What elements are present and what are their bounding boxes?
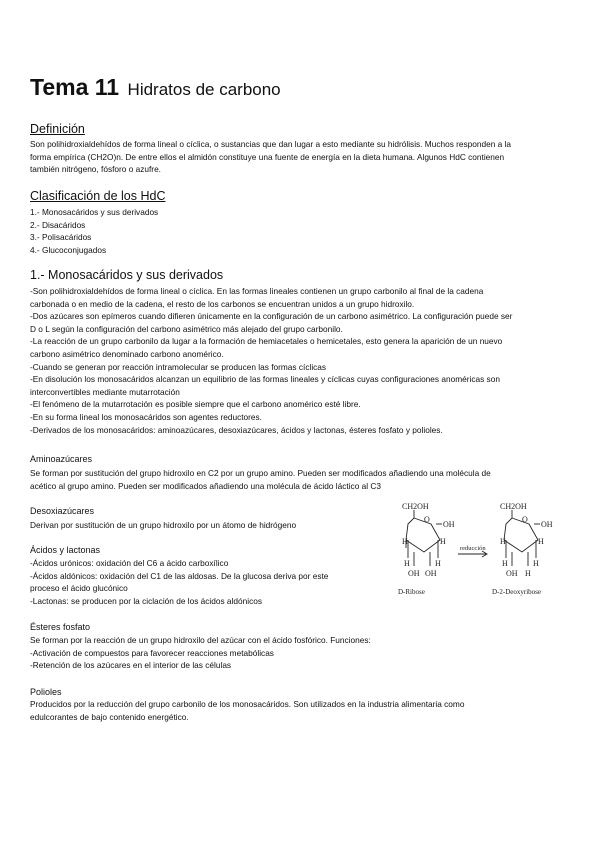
list-item: 3.- Polisacáridos	[30, 232, 92, 243]
aminoazucares-paragraph	[30, 467, 491, 492]
right-h-label-4: H	[533, 559, 539, 568]
text-line: -Derivados de los monosacáridos: aminoazúcares, desoxiazúcares, ácidos y lactonas, ésteres fosfato y polioles.	[30, 424, 443, 435]
left-h-label-3: H	[404, 559, 410, 568]
right-h-label-2: H	[538, 537, 544, 546]
left-oh-label-2: OH	[408, 569, 420, 578]
right-h-label: H	[500, 537, 506, 546]
text-line: -Dos azúcares son epímeros cuando difieren únicamente en la configuración de un carbono asimétrico. La configuración puede ser	[30, 311, 513, 322]
monosacaridos-paragraph	[30, 285, 512, 436]
text-line: carbonada o en medio de la cadena, el resto de los carbonos se encuentran unidos a un grupo hidroxilo.	[30, 298, 415, 309]
right-oh-label-2: OH	[506, 569, 518, 578]
polioles-heading: Polioles	[30, 687, 62, 697]
definicion-paragraph	[30, 138, 511, 176]
left-h-label-4: H	[435, 559, 441, 568]
text-line: Son polihidroxialdehídos de forma lineal o cíclica, o sustancias que dan lugar a esto mediante su hidrólisis. Muchos responden a la	[30, 139, 512, 149]
text-line: Derivan por sustitución de un grupo hidroxilo por un átomo de hidrógeno	[30, 520, 297, 530]
page-title	[30, 74, 281, 101]
left-ring-oxygen: O	[424, 515, 430, 524]
text-line: -En su forma lineal los monosacáridos son agentes reductores.	[30, 411, 262, 422]
clasificacion-heading: Clasificación de los HdC	[30, 189, 166, 203]
text-line: -Son polihidroxialdehídos de forma lineal o cíclica. En las formas lineales contienen un grupo carbonilo al final de la cadena	[30, 286, 484, 296]
acidos-paragraph	[30, 557, 328, 607]
right-h-label-5: H	[525, 569, 531, 578]
text-line: -Activación de compuestos para favorecer reacciones metabólicas	[30, 647, 274, 658]
text-line: D o L según la configuración del carbono asimétrico más alejado del grupo carbonilo.	[30, 323, 343, 334]
text-line: -La reacción de un grupo carbonilo da lugar a la formación de hemiacetales o hemicetales, esto genera la aparición de un nuevo	[30, 336, 503, 347]
text-line: Producidos por la reducción del grupo carbonilo de los monosacáridos. Son utilizados en la industria alimentaria como	[30, 699, 465, 709]
right-ring-oxygen: O	[522, 515, 528, 524]
left-h-label-2: H	[440, 537, 446, 546]
list-item: 1.- Monosacáridos y sus derivados	[30, 207, 159, 217]
text-line: -El fenómeno de la mutarrotación es posible siempre que el carbono anomérico esté libre.	[30, 399, 361, 410]
right-ch2oh-label: CH2OH	[500, 502, 527, 511]
monosacaridos-heading: 1.- Monosacáridos y sus derivados	[30, 268, 224, 282]
left-ch2oh-label: CH2OH	[402, 502, 429, 511]
desoxiazucares-paragraph	[30, 519, 296, 532]
polioles-paragraph	[30, 698, 464, 723]
text-line: -Ácidos urónicos: oxidación del C6 a ácido carboxílico	[30, 558, 229, 568]
text-line: interconvertibles mediante mutarrotación	[30, 386, 180, 397]
text-line: proceso el ácido glucónico	[30, 583, 128, 594]
left-caption: D-Ribose	[398, 588, 425, 596]
esteres-paragraph	[30, 634, 371, 672]
aminoazucares-heading: Aminoazúcares	[30, 454, 93, 464]
text-line: también nitrógeno, fósforo o azufre.	[30, 164, 161, 175]
left-oh-label-3: OH	[425, 569, 437, 578]
list-item: 2.- Disacáridos	[30, 219, 86, 230]
text-line: -Cuando se generan por reacción intramolecular se producen las formas cíclicas	[30, 361, 327, 372]
arrow-label: reducción	[460, 545, 486, 552]
right-oh-label: OH	[541, 520, 553, 529]
text-line: -Lactonas: se producen por la ciclación de los ácidos aldónicos	[30, 595, 262, 606]
right-caption: D-2-Deoxyribose	[492, 588, 541, 596]
text-line: Se forman por la reacción de un grupo hidroxilo del azúcar con el ácido fosfórico. Funciones:	[30, 635, 371, 645]
text-line: carbono asimétrico denominado carbono anomérico.	[30, 348, 224, 359]
left-h-label: H	[402, 537, 408, 546]
clasificacion-list	[30, 206, 158, 256]
esteres-heading: Ésteres fosfato	[30, 622, 91, 632]
desoxiazucares-heading: Desoxiazúcares	[30, 506, 95, 516]
definicion-heading: Definición	[30, 122, 85, 136]
acidos-heading: Ácidos y lactonas	[30, 545, 101, 555]
ribose-deoxyribose-figure	[388, 502, 578, 606]
text-line: -Ácidos aldónicos: oxidación del C1 de las aldosas. De la glucosa deriva por este	[30, 570, 329, 581]
text-line: -Retención de los azúcares en el interior de las células	[30, 660, 232, 671]
right-h-label-3: H	[502, 559, 508, 568]
list-item: 4.- Glucoconjugados	[30, 244, 107, 255]
text-line: Se forman por sustitución del grupo hidroxilo en C2 por un grupo amino. Pueden ser modificados añadiendo una molécula de	[30, 468, 491, 478]
text-line: acético al grupo amino. Pueden ser modificados añadiendo una molécula de ácido láctico al C3	[30, 480, 381, 491]
title-number: Tema 11	[30, 74, 120, 100]
left-oh-label: OH	[443, 520, 455, 529]
text-line: edulcorantes de bajo contenido energético.	[30, 711, 189, 722]
text-line: -En disolución los monosacáridos alcanzan un equilibrio de las formas lineales y cíclicas cuyas configuraciones anoméricas son	[30, 374, 500, 385]
title-name: Hidratos de carbono	[127, 80, 281, 99]
text-line: forma empírica (CH2O)n. De entre ellos el almidón constituye una fuente de energía en la dieta humana. Algunos HdC contienen	[30, 151, 505, 162]
